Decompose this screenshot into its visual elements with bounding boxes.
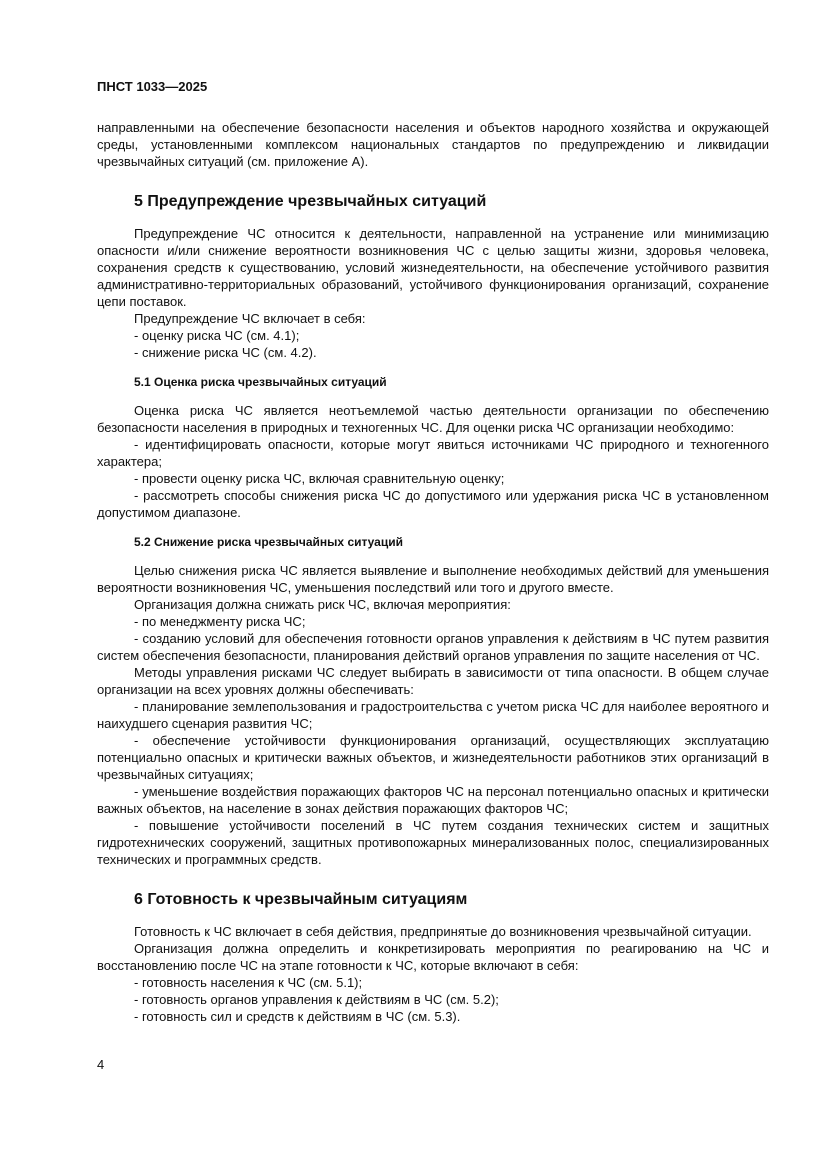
section-5-paragraph-1: Предупреждение ЧС относится к деятельности, направленной на устранение или минимизацию опасности и/или снижение вероятности возникновения ЧС с целью защиты жизни, здоровья человека, сохранения средств к существованию, условий жизнедеятельности, на обеспечение устойчивого развития административно-территориальных образований, устойчивого функционирования организаций, сохранение цепи поставок. — [97, 226, 769, 309]
list-item: - повышение устойчивости поселений в ЧС путем создания технических систем и защитных гидротехнических сооружений, защитных противопожарных минерализованных полос, специализированных технических и программных средств. — [97, 818, 769, 867]
list-item: - созданию условий для обеспечения готовности органов управления к действиям в ЧС путем развития систем обеспечения безопасности, планирования действий органов управления по защите населения от ЧС. — [97, 631, 769, 663]
section-5-heading: 5 Предупреждение чрезвычайных ситуаций — [134, 193, 487, 210]
list-item: - уменьшение воздействия поражающих факторов ЧС на персонал потенциально опасных и критически важных объектов, на население в зонах действия поражающих факторов ЧС; — [97, 784, 769, 816]
section-6-paragraph-2: Организация должна определить и конкретизировать мероприятия по реагированию на ЧС и восстановлению после ЧС на этапе готовности к ЧС, которые включают в себя: — [97, 941, 769, 973]
section-6-heading: 6 Готовность к чрезвычайным ситуациям — [134, 891, 468, 908]
section-5-1-heading: 5.1 Оценка риска чрезвычайных ситуаций — [134, 375, 387, 389]
section-5-2-paragraph-1: Целью снижения риска ЧС является выявление и выполнение необходимых действий для уменьшения вероятности возникновения ЧС, уменьшения последствий или того и другого вместе. — [97, 563, 769, 595]
document-code: ПНСТ 1033—2025 — [97, 79, 208, 94]
section-6-paragraph-1: Готовность к ЧС включает в себя действия, предпринятые до возникновения чрезвычайной ситуации. — [134, 924, 752, 939]
page-number: 4 — [97, 1057, 105, 1072]
list-item: - готовность населения к ЧС (см. 5.1); — [134, 975, 363, 990]
section-5-paragraph-2: Предупреждение ЧС включает в себя: — [134, 311, 366, 326]
section-5-2-heading: 5.2 Снижение риска чрезвычайных ситуаций — [134, 535, 403, 549]
list-item: - готовность сил и средств к действиям в ЧС (см. 5.3). — [134, 1009, 461, 1024]
list-item: - обеспечение устойчивости функционирования организаций, осуществляющих эксплуатацию потенциально опасных и критически важных объектов, и жизнедеятельности работников этих организаций в чрезвычайных ситуациях; — [97, 733, 769, 782]
list-item: - снижение риска ЧС (см. 4.2). — [134, 345, 317, 360]
section-5-2-paragraph-3: Методы управления рисками ЧС следует выбирать в зависимости от типа опасности. В общем случае организации на всех уровнях должны обеспечивать: — [97, 665, 769, 697]
section-5-1-paragraph-1: Оценка риска ЧС является неотъемлемой частью деятельности организации по обеспечению безопасности населения в природных и техногенных ЧС. Для оценки риска ЧС организации необходимо: — [97, 403, 769, 435]
list-item: - провести оценку риска ЧС, включая сравнительную оценку; — [134, 471, 505, 486]
list-item: - планирование землепользования и градостроительства с учетом риска ЧС для наиболее вероятного и наихудшего сценария развития ЧС; — [97, 699, 769, 731]
intro-paragraph: направленными на обеспечение безопасности населения и объектов народного хозяйства и окружающей среды, установленными комплексом национальных стандартов по предупреждению и ликвидации чрезвычайных ситуаций (см. приложение А). — [97, 120, 769, 169]
list-item: - рассмотреть способы снижения риска ЧС до допустимого или удержания риска ЧС в установленном допустимом диапазоне. — [97, 488, 769, 520]
list-item: - идентифицировать опасности, которые могут явиться источниками ЧС природного и техногенного характера; — [97, 437, 769, 469]
list-item: - готовность органов управления к действиям в ЧС (см. 5.2); — [134, 992, 499, 1007]
section-5-2-paragraph-2: Организация должна снижать риск ЧС, включая мероприятия: — [134, 597, 511, 612]
list-item: - оценку риска ЧС (см. 4.1); — [134, 328, 300, 343]
list-item: - по менеджменту риска ЧС; — [134, 614, 306, 629]
